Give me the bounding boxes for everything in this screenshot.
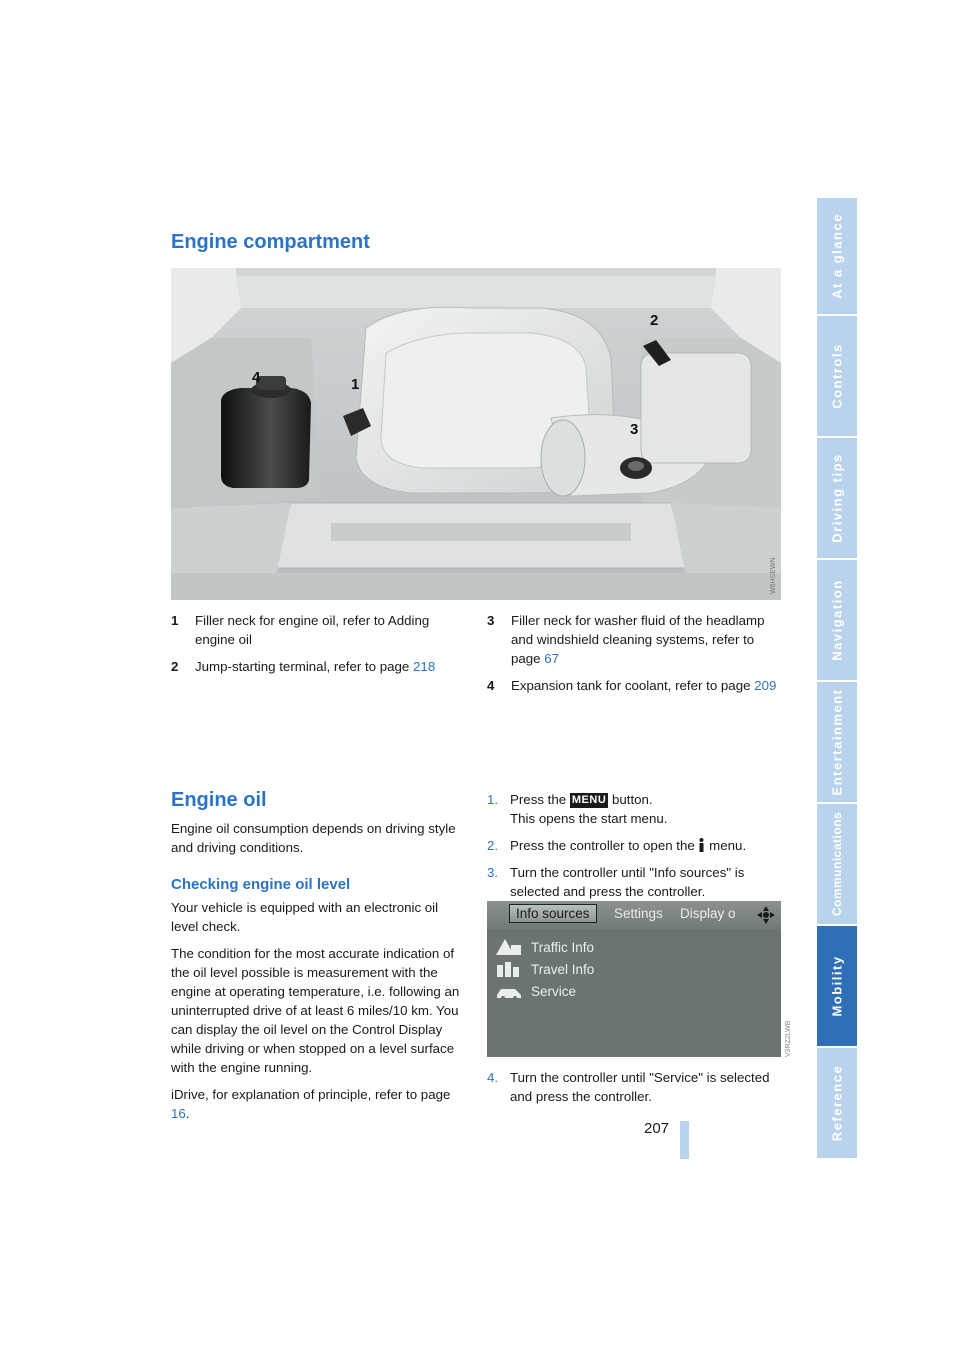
side-tab-reference[interactable]: Reference: [817, 1048, 857, 1160]
menu-button-glyph: MENU: [571, 794, 607, 806]
side-tab-entertainment[interactable]: Entertainment: [817, 682, 857, 804]
screen-item-service[interactable]: Service: [495, 981, 576, 1001]
screen-tab-info-sources[interactable]: Info sources: [509, 904, 597, 923]
paragraph-electronic-check: Your vehicle is equipped with an electronic oil level check.: [171, 900, 439, 934]
side-tabs: [817, 198, 857, 1160]
step-1: 1. Press the MENU button. This opens the start menu.: [487, 792, 668, 826]
side-tab-controls[interactable]: Controls: [817, 316, 857, 438]
controller-direction-icon: [755, 905, 777, 925]
engine-oil-intro: Engine oil consumption depends on driving style and driving conditions.: [171, 821, 456, 855]
legend-item-4: 4 Expansion tank for coolant, refer to page 209: [487, 678, 777, 693]
screen-tab-settings[interactable]: Settings: [614, 906, 663, 921]
page-link-16[interactable]: 16: [171, 1106, 186, 1121]
legend-item-3: 3 Filler neck for washer fluid of the headlamp and windshield cleaning systems, refer to page 67: [487, 613, 765, 666]
step-4: 4. Turn the controller until "Service" is selected and press the controller.: [487, 1070, 770, 1104]
page-link-209[interactable]: 209: [754, 678, 777, 693]
callout-3: 3: [630, 421, 639, 438]
checking-oil-level-body: [171, 898, 465, 1131]
page-marker-bar: [680, 1121, 689, 1159]
side-tab-navigation[interactable]: Navigation: [817, 560, 857, 682]
page-link-218[interactable]: 218: [413, 659, 436, 674]
legend-item-2: 2 Jump-starting terminal, refer to page 218: [171, 659, 436, 674]
info-icon: [698, 838, 705, 852]
checking-oil-level-title: Checking engine oil level: [171, 876, 351, 893]
engine-compartment-illustration: [171, 268, 781, 600]
engine-image-code: W6HSEWN: [770, 557, 777, 594]
control-display-screen: [487, 901, 781, 1057]
step-3: 3. Turn the controller until "Info sources" is selected and press the controller.: [487, 865, 745, 899]
steps-4: [487, 1068, 783, 1114]
travel-info-icon: [495, 959, 523, 979]
callout-2: 2: [650, 312, 659, 329]
legend-left: [171, 611, 461, 684]
step-2: 2. Press the controller to open the menu.: [487, 838, 747, 853]
legend-item-1: 1 Filler neck for engine oil, refer to Adding engine oil: [171, 613, 430, 647]
engine-compartment-title: Engine compartment: [171, 231, 370, 253]
steps-1-3: [487, 790, 783, 909]
screen-tab-display[interactable]: Display o: [680, 906, 736, 921]
side-tab-communications[interactable]: Communications: [817, 804, 857, 926]
traffic-warning-icon: [495, 937, 523, 957]
page-number: 207: [644, 1120, 670, 1137]
screen-image-code: V3RZ2LWB: [785, 1020, 792, 1057]
legend-right: [487, 611, 783, 703]
callout-1: 1: [351, 376, 360, 393]
paragraph-idrive-reference: iDrive, for explanation of principle, refer to page 16.: [171, 1087, 451, 1121]
paragraph-measurement-condition: The condition for the most accurate indication of the oil level possible is measurement with the engine at operating temperature, i.e. following an uninterrupted drive of at least 6 miles/10 km. You can display the oil level on the Control Display while driving or when stopped on a level surface with the engine running.: [171, 946, 460, 1075]
callout-4: 4: [252, 369, 261, 386]
side-tab-driving-tips[interactable]: Driving tips: [817, 438, 857, 560]
service-car-icon: [495, 981, 523, 1001]
page-link-67[interactable]: 67: [544, 651, 560, 666]
engine-oil-title: Engine oil: [171, 789, 267, 811]
screen-item-travel-info[interactable]: Travel Info: [495, 959, 594, 979]
side-tab-mobility[interactable]: Mobility: [817, 926, 857, 1048]
side-tab-at-a-glance[interactable]: At a glance: [817, 198, 857, 316]
screen-item-traffic-info[interactable]: Traffic Info: [495, 937, 594, 957]
